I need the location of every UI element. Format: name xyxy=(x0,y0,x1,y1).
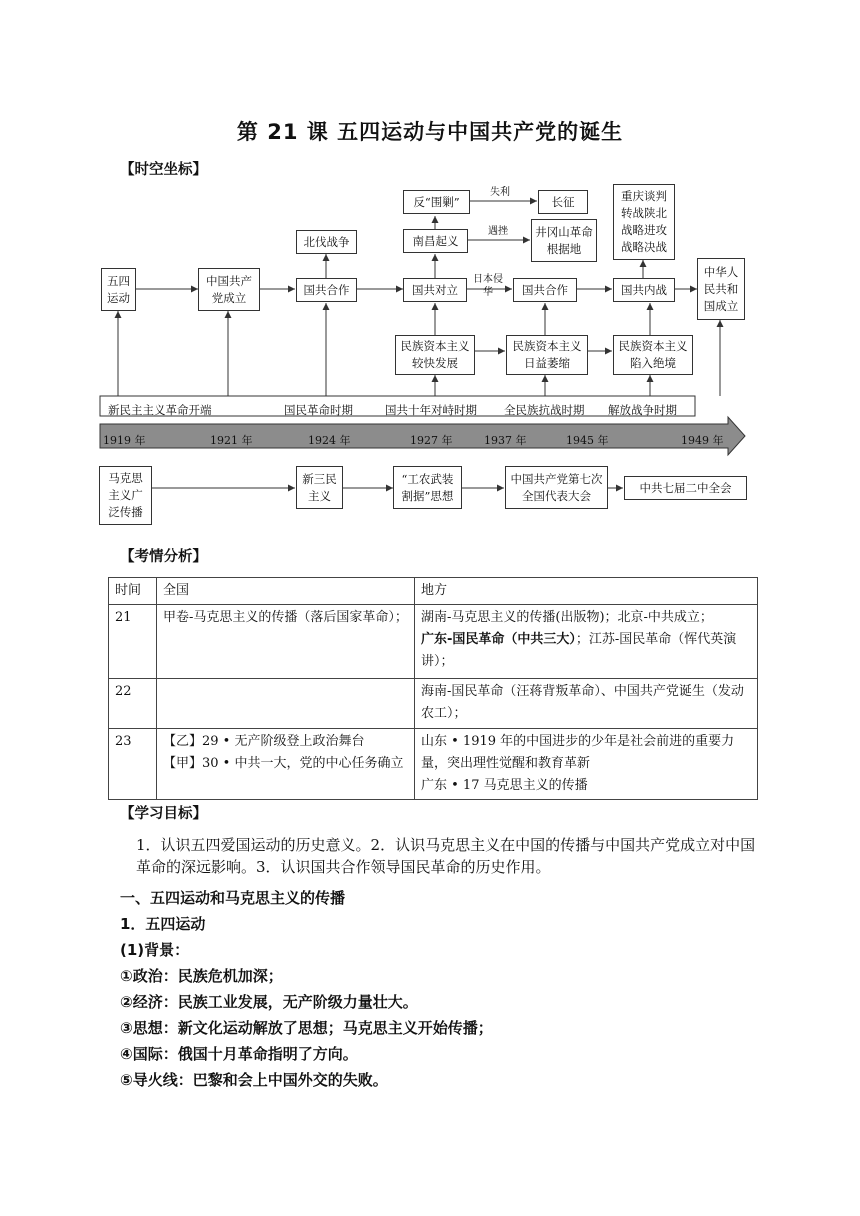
box-wj: 反“围剿” xyxy=(403,190,470,214)
box-mz2: 民族资本主义日益萎缩 xyxy=(506,335,588,375)
box-nanchang: 南昌起义 xyxy=(403,229,468,253)
box-qida: 中国共产党第七次全国代表大会 xyxy=(505,466,608,509)
box-gghz2: 国共合作 xyxy=(513,278,577,302)
local-cell: 海南-国民革命（汪蒋背叛革命）、中国共产党诞生（发动农工）； xyxy=(415,679,758,729)
national-line: 【甲】30 • 中共一大，党的中心任务确立 xyxy=(163,756,404,771)
box-mz3: 民族资本主义陷入绝境 xyxy=(613,335,693,375)
box-chongqing: 重庆谈判转战陕北战略进攻战略决战 xyxy=(613,184,675,260)
year-1949: 1949 年 xyxy=(681,434,724,447)
box-zhrm: 中华人民共和国成立 xyxy=(697,258,745,320)
box-gongdl: 国共对立 xyxy=(403,278,467,302)
year-1924: 1924 年 xyxy=(308,434,351,447)
table-row xyxy=(109,729,758,800)
period-4: 全民族抗战时期 xyxy=(504,403,585,417)
label-cuozhe: 遇挫 xyxy=(488,226,508,237)
section-exam-heading: 【考情分析】 xyxy=(120,549,207,565)
exam-analysis-table xyxy=(108,577,758,800)
table-row xyxy=(109,605,758,679)
box-mz1: 民族资本主义较快发展 xyxy=(395,335,475,375)
box-gongnong: “工农武装割据”思想 xyxy=(393,466,462,509)
heading-3: (1)背景： xyxy=(120,941,190,959)
heading-2: 1．五四运动 xyxy=(120,915,206,933)
year-1921: 1921 年 xyxy=(210,434,253,447)
background-item-4: ④国际：俄国十月革命指明了方向。 xyxy=(120,1045,358,1063)
box-xinsanmin: 新三民主义 xyxy=(296,466,343,509)
header-cell: 时间 xyxy=(109,578,157,605)
national-cell: 甲卷-马克思主义的传播（落后国家革命）； xyxy=(157,605,415,679)
local-text: 湖南-马克思主义的传播(出版物)；北京-中共成立； xyxy=(421,610,713,625)
box-jinggang: 井冈山革命根据地 xyxy=(531,219,597,262)
section-goal-heading: 【学习目标】 xyxy=(120,806,207,822)
local-bold-text: 广东-国民革命（中共三大） xyxy=(421,632,576,647)
box-qijie: 中共七届二中全会 xyxy=(624,476,747,500)
box-mkszy: 马克思主义广泛传播 xyxy=(99,466,152,525)
background-item-3: ③思想：新文化运动解放了思想；马克思主义开始传播； xyxy=(120,1019,493,1037)
background-item-1: ①政治：民族危机加深； xyxy=(120,967,283,985)
box-zggcd: 中国共产党成立 xyxy=(198,268,260,311)
year-cell: 21 xyxy=(109,605,157,679)
table-row xyxy=(109,679,758,729)
timeline-diagram xyxy=(0,0,860,540)
box-changzheng: 长征 xyxy=(538,190,588,214)
local-line: 广东 • 17 马克思主义的传播 xyxy=(421,778,588,793)
period-2: 国民革命时期 xyxy=(284,403,353,417)
period-5: 解放战争时期 xyxy=(608,403,677,417)
local-cell xyxy=(415,605,758,679)
label-shili: 失利 xyxy=(490,187,510,198)
national-cell xyxy=(157,729,415,800)
local-cell xyxy=(415,729,758,800)
lesson-title: 第 21 课 五四运动与中国共产党的诞生 xyxy=(236,120,624,144)
national-line: 【乙】29 • 无产阶级登上政治舞台 xyxy=(163,734,365,749)
label-riben: 日本侵华 xyxy=(473,274,503,298)
local-line: 山东 • 1919 年的中国进步的少年是社会前进的重要力量，突出理性觉醒和教育革新 xyxy=(421,734,735,771)
year-cell: 23 xyxy=(109,729,157,800)
period-3: 国共十年对峙时期 xyxy=(385,403,477,417)
box-beifa: 北伐战争 xyxy=(296,230,357,254)
section-timeline-heading: 【时空坐标】 xyxy=(120,162,207,178)
year-1945: 1945 年 xyxy=(566,434,609,447)
national-cell xyxy=(157,679,415,729)
box-gghz1: 国共合作 xyxy=(296,278,357,302)
goal-text: 1．认识五四爱国运动的历史意义。2．认识马克思主义在中国的传播与中国共产党成立对中国革命的深远影响。3．认识国共合作领导国民革命的历史作用。 xyxy=(136,836,756,876)
background-item-2: ②经济：民族工业发展，无产阶级力量壮大。 xyxy=(120,993,418,1011)
box-wusi: 五四运动 xyxy=(101,268,136,311)
local-text: ；江苏-国民革命（恽代英演讲）； xyxy=(421,632,737,669)
year-1927: 1927 年 xyxy=(410,434,453,447)
background-item-5: ⑤导火线：巴黎和会上中国外交的失败。 xyxy=(120,1071,388,1089)
box-gcnz: 国共内战 xyxy=(613,278,675,302)
heading-1: 一、五四运动和马克思主义的传播 xyxy=(120,889,346,907)
table-header-row xyxy=(109,578,758,605)
header-cell: 地方 xyxy=(415,578,758,605)
year-1937: 1937 年 xyxy=(484,434,527,447)
header-cell: 全国 xyxy=(157,578,415,605)
year-1919: 1919 年 xyxy=(103,434,146,447)
period-1: 新民主主义革命开端 xyxy=(108,403,212,417)
year-cell: 22 xyxy=(109,679,157,729)
